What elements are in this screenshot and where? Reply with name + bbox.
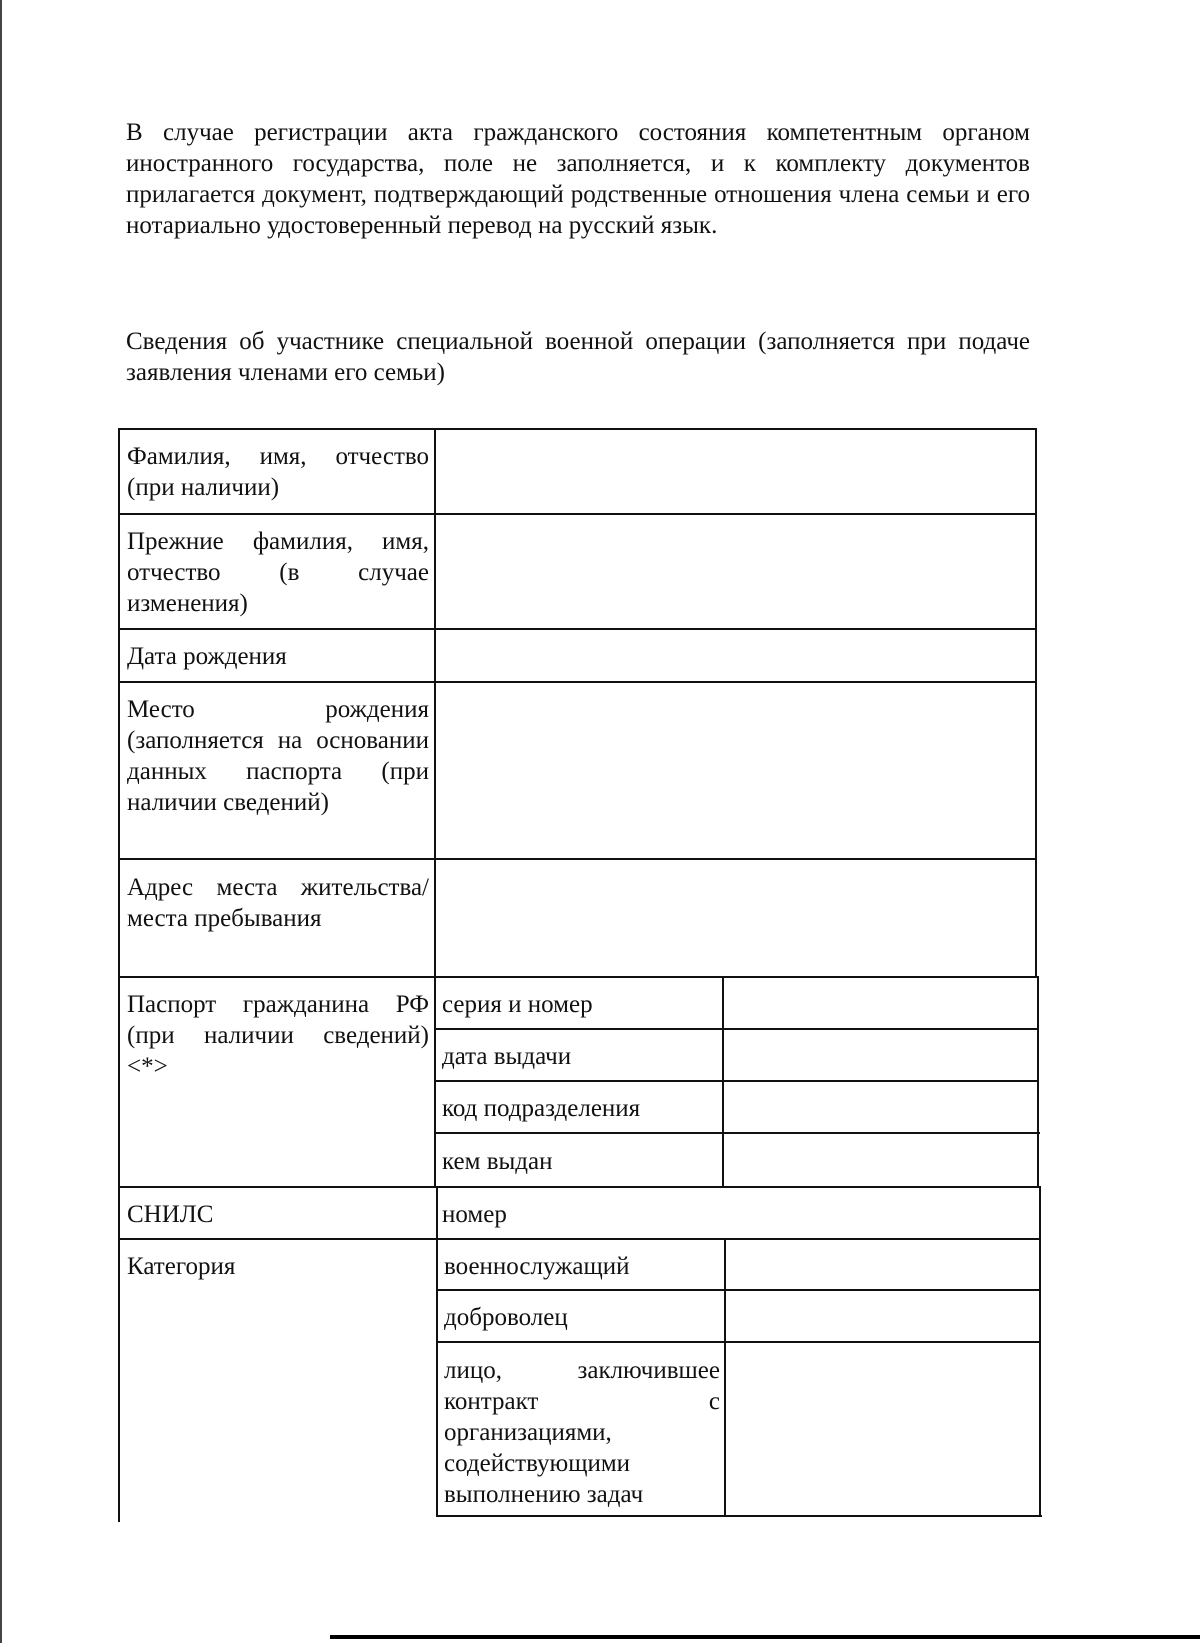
label-passport-issued-by: кем выдан [442,1148,553,1175]
label-birth-place: Место рождения (заполняется на основании данных паспорта (при наличии сведений) [127,696,429,816]
label-fio: Фамилия, имя, отчество (при наличии) [127,443,429,501]
note-paragraph: В случае регистрации акта гражданского состояния компетентным органом иностранного государства, поле не заполняется, и к комплекту документов прилагается документ, подтверждающий родственные отношения члена семьи и его нотариально удостоверенный перевод на русский язык. [126,119,1030,239]
label-snils: СНИЛС [127,1201,214,1228]
label-birth-date: Дата рождения [127,643,287,670]
label-previous-fio: Прежние фамилия, имя, отчество (в случае изменения) [127,528,429,617]
label-address: Адрес места жительства/места пребывания [127,874,429,932]
section-heading: Сведения об участнике специальной военной операции (заполняется при подаче заявления членами его семьи) [126,328,1030,386]
label-category: Категория [127,1253,236,1280]
label-passport-division-code: код подразделения [442,1095,641,1122]
label-category-volunteer: доброволец [444,1304,568,1331]
label-category-contract: лицо, заключившее контракт с организациями, содействующими выполнению задач [444,1357,720,1508]
scan-edge [0,0,2,1643]
label-snils-number: номер [442,1201,507,1228]
scan-bottom-edge [330,1635,1200,1639]
label-passport-issue-date: дата выдачи [442,1043,572,1070]
label-category-serviceman: военнослужащий [444,1253,630,1280]
label-passport-series-number: серия и номер [442,991,593,1018]
label-passport: Паспорт гражданина РФ (при наличии сведений) <*> [127,991,429,1080]
